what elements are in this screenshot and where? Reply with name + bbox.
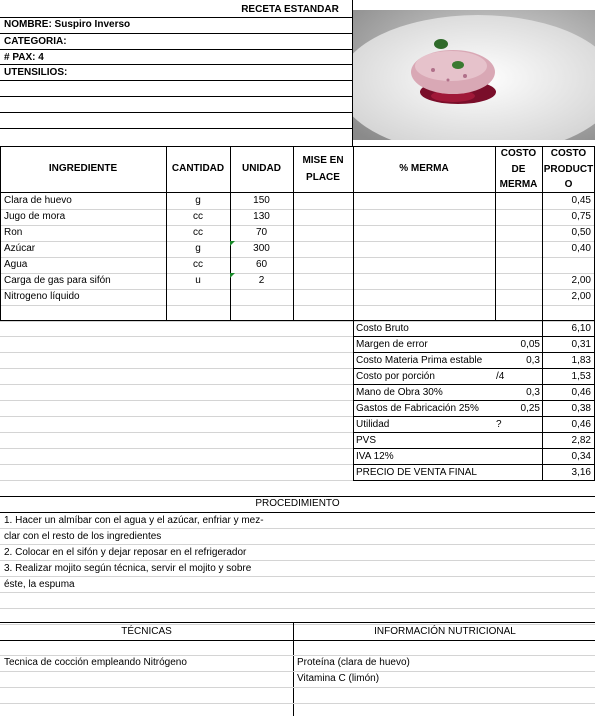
cost-label: PVS	[356, 435, 377, 446]
divider	[542, 146, 543, 320]
ingredient-name: Jugo de mora	[4, 211, 66, 222]
ingredient-costo: 0,50	[571, 227, 591, 238]
ingredient-name: Carga de gas para sifón	[4, 275, 111, 286]
procedimiento-line: 1. Hacer un almíbar con el agua y el azúcar, enfriar y mez-	[4, 515, 264, 526]
procedimiento-line: 3. Realizar mojito según técnica, servir el mojito y sobre	[4, 563, 252, 574]
col-cantidad: CANTIDAD	[171, 163, 225, 174]
col-costo-merma-1: COSTO	[500, 148, 537, 159]
row-divider	[0, 273, 595, 274]
row-divider	[0, 400, 353, 401]
dessert-photo-icon	[353, 10, 595, 140]
ingredient-cantidad: u	[195, 275, 201, 286]
procedimiento-line: 2. Colocar en el sifón y dejar reposar en el refrigerador	[4, 547, 247, 558]
divider	[0, 128, 352, 129]
row-divider	[0, 209, 595, 210]
dessert-photo	[353, 10, 595, 140]
row-divider	[0, 592, 595, 593]
row-divider	[0, 528, 595, 529]
divider	[0, 33, 352, 34]
divider	[0, 112, 352, 113]
cost-label: Utilidad	[356, 419, 390, 430]
recipe-pax: # PAX: 4	[4, 52, 44, 63]
col-costo-merma-2: DE	[511, 164, 526, 175]
col-unidad: UNIDAD	[242, 163, 281, 174]
col-costo-producto-3: O	[564, 179, 573, 190]
cost-label: Costo Bruto	[356, 323, 409, 334]
divider	[230, 146, 231, 320]
row-divider	[353, 400, 595, 401]
ingredient-unidad: 70	[255, 227, 268, 238]
cost-note: /4	[496, 371, 505, 382]
divider	[0, 146, 595, 147]
cost-value: 1,53	[571, 371, 591, 382]
row-divider	[0, 608, 595, 609]
col-mise-line1: MISE EN	[302, 155, 344, 166]
tecnicas-title: TÉCNICAS	[121, 626, 172, 637]
divider	[353, 146, 354, 320]
cost-label: IVA 12%	[356, 451, 394, 462]
tecnica-item: Tecnica de cocción empleando Nitrógeno	[4, 657, 187, 668]
divider	[0, 146, 1, 320]
row-divider	[0, 560, 595, 561]
cost-factor: 0,3	[526, 387, 540, 398]
ingredient-cantidad: cc	[193, 259, 203, 270]
cost-value: 0,46	[571, 387, 591, 398]
ingredient-costo: 2,00	[571, 291, 591, 302]
row-divider	[0, 432, 353, 433]
row-divider	[0, 305, 595, 306]
divider	[293, 622, 294, 716]
divider	[0, 96, 352, 97]
ingredient-costo: 0,40	[571, 243, 591, 254]
ingredient-unidad: 300	[253, 243, 270, 254]
comment-marker-icon	[230, 273, 235, 278]
divider	[0, 671, 595, 672]
procedimiento-line: éste, la espuma	[4, 579, 75, 590]
cost-factor: 0,3	[526, 355, 540, 366]
recipe-title: RECETA ESTANDAR	[241, 4, 339, 15]
cost-label: Costo Materia Prima estable	[356, 355, 483, 366]
row-divider	[0, 624, 595, 625]
row-divider	[0, 225, 595, 226]
row-divider	[353, 336, 595, 337]
row-divider	[0, 368, 353, 369]
col-mise-line2: PLACE	[306, 172, 340, 183]
row-divider	[353, 432, 595, 433]
divider	[0, 622, 595, 623]
divider	[495, 146, 496, 320]
ingredient-costo: 0,45	[571, 195, 591, 206]
divider	[0, 496, 595, 497]
cost-value: 0,46	[571, 419, 591, 430]
ingredient-cantidad: cc	[193, 227, 203, 238]
ingredient-unidad: 130	[253, 211, 270, 222]
ingredient-name: Agua	[4, 259, 28, 270]
col-costo-producto-2: PRODUCT	[543, 164, 594, 175]
ingredient-cantidad: g	[195, 195, 201, 206]
comment-marker-icon	[230, 241, 235, 246]
cost-label: Mano de Obra 30%	[356, 387, 443, 398]
nutricional-title: INFORMACIÓN NUTRICIONAL	[374, 626, 516, 637]
row-divider	[0, 257, 595, 258]
ingredient-unidad: 150	[253, 195, 270, 206]
recipe-category: CATEGORIA:	[4, 36, 67, 47]
ingredient-name: Azúcar	[4, 243, 36, 254]
divider	[0, 655, 595, 656]
divider	[0, 640, 595, 641]
cost-value: 0,31	[571, 339, 591, 350]
row-divider	[353, 352, 595, 353]
row-divider	[0, 336, 353, 337]
cost-label: PRECIO DE VENTA FINAL	[356, 467, 477, 478]
divider	[0, 703, 595, 704]
row-divider	[353, 464, 595, 465]
row-divider	[0, 576, 595, 577]
cost-label: Margen de error	[356, 339, 428, 350]
ingredient-cantidad: g	[195, 243, 201, 254]
row-divider	[0, 241, 595, 242]
divider	[0, 512, 595, 513]
recipe-name: NOMBRE: Suspiro Inverso	[4, 19, 131, 30]
cost-value: 0,38	[571, 403, 591, 414]
recipe-utensils: UTENSILIOS:	[4, 67, 68, 78]
ingredient-cantidad: cc	[193, 211, 203, 222]
nutricional-item: Proteína (clara de huevo)	[297, 657, 410, 668]
divider	[0, 80, 352, 81]
col-costo-producto-1: COSTO	[550, 148, 587, 159]
cost-value: 0,34	[571, 451, 591, 462]
nutricional-item: Vitamina C (limón)	[297, 673, 380, 684]
ingredient-costo: 2,00	[571, 275, 591, 286]
row-divider	[0, 321, 595, 322]
row-divider	[353, 480, 595, 481]
cost-note: ?	[496, 419, 502, 430]
row-divider	[0, 448, 353, 449]
col-ingrediente: INGREDIENTE	[48, 163, 118, 174]
ingredient-unidad: 60	[255, 259, 268, 270]
cost-value: 2,82	[571, 435, 591, 446]
row-divider	[0, 384, 353, 385]
procedimiento-line: clar con el resto de los ingredientes	[4, 531, 162, 542]
divider	[0, 192, 595, 193]
divider	[293, 146, 294, 320]
ingredient-name: Nitrogeno líquido	[4, 291, 80, 302]
cost-value: 1,83	[571, 355, 591, 366]
ingredient-name: Clara de huevo	[4, 195, 72, 206]
cost-value: 6,10	[571, 323, 591, 334]
row-divider	[0, 416, 353, 417]
divider	[166, 146, 167, 320]
row-divider	[0, 480, 353, 481]
cost-factor: 0,25	[520, 403, 540, 414]
ingredient-costo: 0,75	[571, 211, 591, 222]
ingredient-unidad: 2	[258, 275, 265, 286]
ingredient-name: Ron	[4, 227, 23, 238]
row-divider	[0, 352, 353, 353]
row-divider	[0, 289, 595, 290]
procedimiento-title: PROCEDIMIENTO	[255, 498, 340, 509]
divider	[0, 49, 352, 50]
row-divider	[353, 416, 595, 417]
row-divider	[0, 464, 353, 465]
cost-label: Gastos de Fabricación 25%	[356, 403, 479, 414]
divider	[0, 687, 595, 688]
col-merma: % MERMA	[399, 163, 449, 174]
cost-value: 3,16	[571, 467, 591, 478]
row-divider	[353, 368, 595, 369]
col-costo-merma-3: MERMA	[499, 179, 538, 190]
row-divider	[353, 448, 595, 449]
cost-factor: 0,05	[520, 339, 540, 350]
cost-label: Costo por porción	[356, 371, 435, 382]
divider	[0, 64, 352, 65]
divider	[0, 320, 595, 321]
row-divider	[353, 384, 595, 385]
row-divider	[0, 544, 595, 545]
divider	[0, 17, 352, 18]
